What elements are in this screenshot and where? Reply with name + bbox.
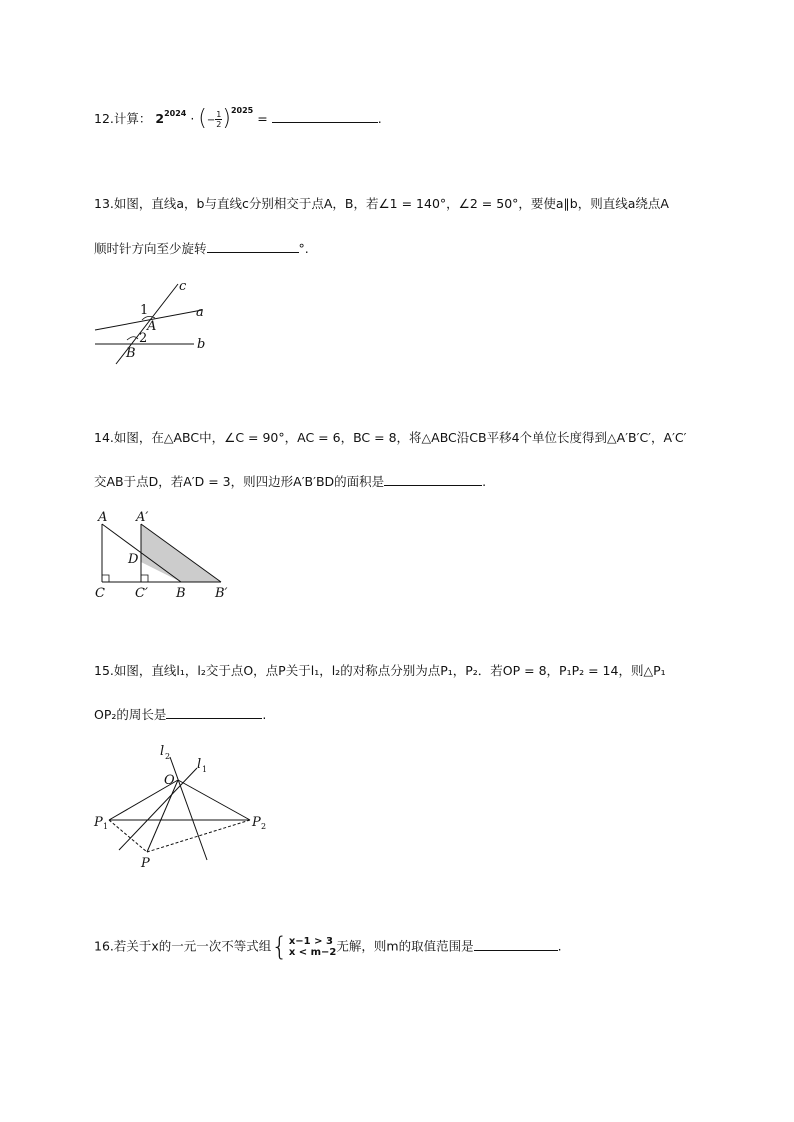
q16-mid: 无解，则m的取值范围是 — [336, 938, 474, 954]
q15-label-P1-sub: 1 — [103, 822, 109, 831]
question-14-line2 — [94, 473, 486, 490]
q14-label-A: A — [98, 510, 108, 525]
q16-inequality-system: { x−1 > 3 x < m−2 — [271, 932, 337, 962]
q12-sign: − — [206, 115, 216, 126]
q15-label-O: O — [164, 773, 175, 788]
q16-answer-blank[interactable] — [474, 938, 558, 951]
q12-answer-blank[interactable] — [272, 110, 378, 123]
q12-prefix: 12.计算： — [94, 111, 152, 126]
q12-dot: · — [190, 111, 195, 126]
question-14-line1: 14.如图，在△ABC中，∠C = 90°，AC = 6，BC = 8，将△ABC沿CB平移4个单位长度得到△A′B′C′，A′C′ — [94, 430, 687, 445]
q14-label-Bp: B′ — [215, 586, 228, 601]
q15-label-l2: l — [160, 744, 165, 759]
q13-line2-pre: 顺时针方向至少旋转 — [94, 241, 207, 256]
q14-label-B: B — [176, 586, 186, 601]
q15-label-l1: l — [197, 757, 202, 772]
question-13-line1: 13.如图，直线a，b与直线c分别相交于点A，B，若∠1 = 140°，∠2 = 50°，要使a∥b，则直线a绕点A — [94, 196, 669, 211]
q14-line2-post: . — [482, 474, 487, 489]
question-12: 12.计算： $2^{2024}$ · (− $\frac{1}{2}$ )$^{2025}$ = . — [94, 105, 382, 131]
q13-label-1: 1 — [140, 303, 149, 318]
q14-label-C: C — [95, 586, 105, 601]
q14-answer-blank[interactable] — [384, 473, 482, 486]
q16-ineq-1: x−1 > 3 — [288, 936, 333, 947]
q15-line2-post: . — [262, 707, 267, 722]
question-15-line1: 15.如图，直线l₁，l₂交于点O，点P关于l₁，l₂的对称点分别为点P₁，P₂．若OP = 8，P₁P₂ = 14，则△P₁ — [94, 663, 666, 678]
q14-label-Ap: A′ — [136, 510, 149, 525]
q12-eq: = — [257, 111, 268, 126]
q13-label-c: c — [179, 279, 187, 294]
q16-ineq-2: x < m−2 — [288, 947, 337, 958]
q16-pre: 16.若关于x的一元一次不等式组 — [94, 938, 272, 954]
q14-label-Cp: C′ — [135, 586, 148, 601]
q15-label-P2-sub: 2 — [261, 822, 267, 831]
q12-base: 2 — [155, 111, 165, 126]
q13-label-2: 2 — [139, 331, 148, 346]
q15-label-l2-sub: 2 — [165, 752, 171, 761]
q14-figure — [90, 508, 240, 603]
q13-line2-post: °. — [298, 241, 309, 256]
question-15-line2 — [94, 706, 266, 723]
q14-line2-pre: 交AB于点D，若A′D = 3，则四边形A′B′BD的面积是 — [94, 474, 385, 489]
q13-label-A: A — [147, 319, 157, 334]
q16-end: . — [557, 938, 562, 954]
q13-label-B: B — [126, 346, 136, 361]
q12-exp1: 2024 — [164, 109, 187, 118]
question-16 — [94, 934, 562, 960]
q15-label-l1-sub: 1 — [202, 765, 208, 774]
q12-exp2: 2025 — [230, 106, 254, 115]
q15-figure — [90, 740, 280, 875]
q12-end: . — [377, 111, 382, 126]
q15-label-P2: P — [252, 815, 261, 830]
q15-label-P1: P — [94, 815, 103, 830]
q13-figure — [90, 278, 220, 368]
q15-line2-pre: OP₂的周长是 — [94, 707, 167, 722]
q14-label-D: D — [128, 552, 139, 567]
q12-frac-num: 1 — [216, 110, 222, 119]
q12-frac-den: 2 — [216, 120, 222, 129]
question-13-line2 — [94, 240, 309, 257]
q15-label-P: P — [141, 856, 150, 871]
q13-answer-blank[interactable] — [207, 240, 299, 253]
q13-label-b: b — [197, 337, 206, 352]
q15-answer-blank[interactable] — [166, 706, 262, 719]
q13-label-a: a — [196, 305, 204, 320]
